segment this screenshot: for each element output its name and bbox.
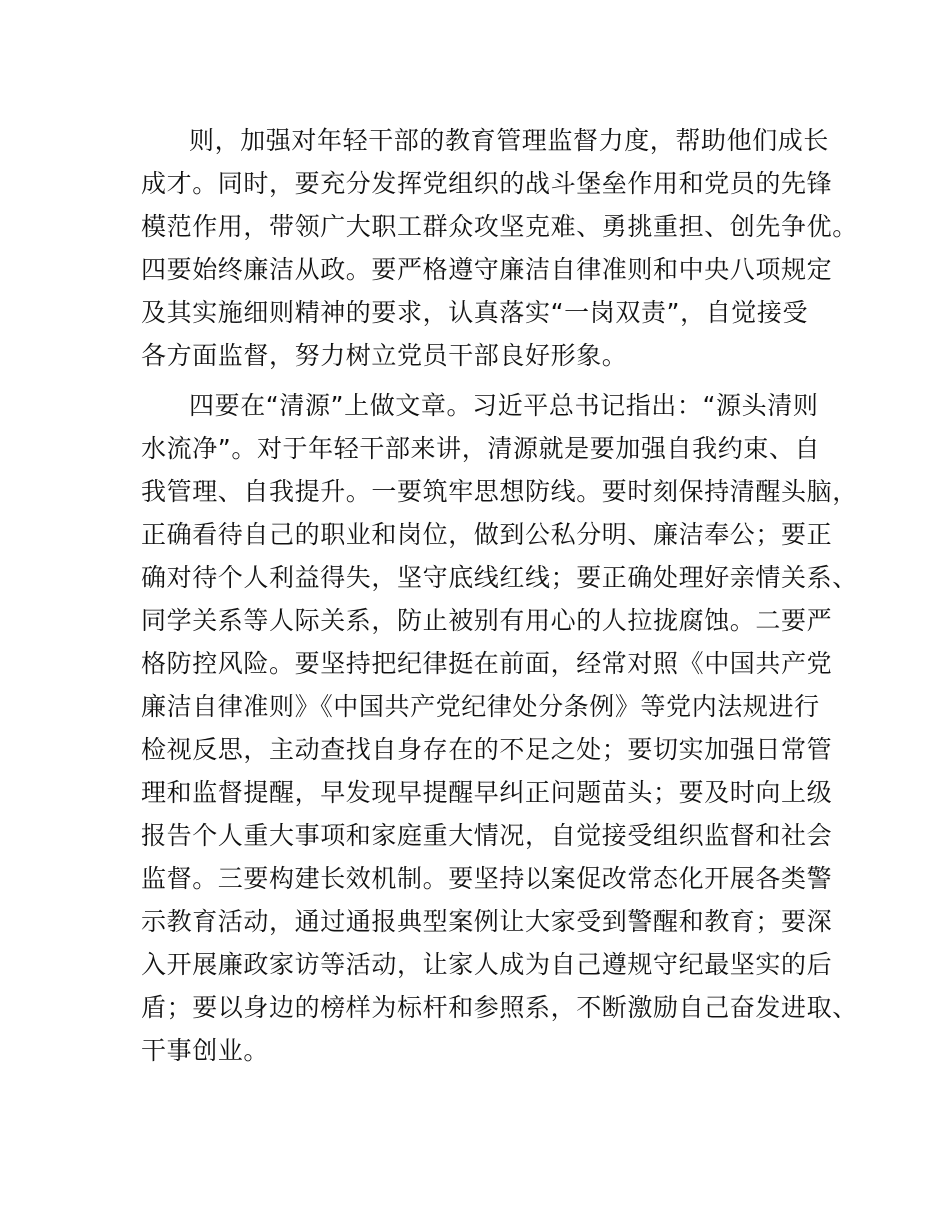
paragraph-clean-source: [141, 384, 858, 1072]
text-line: 示教育活动，通过通报典型案例让大家受到警醒和教育；要深: [141, 907, 833, 936]
text-line: 我管理、自我提升。一要筑牢思想防线。要时刻保持清醒头脑，: [141, 477, 858, 506]
text-line: 同学关系等人际关系，防止被别有用心的人拉拢腐蚀。二要严: [141, 606, 833, 635]
document-body: [141, 119, 858, 1072]
text-line: 检视反思，主动查找自身存在的不足之处；要切实加强日常管: [141, 735, 833, 764]
paragraph-continued: [141, 119, 858, 377]
text-line: 四要始终廉洁从政。要严格遵守廉洁自律准则和中央八项规定: [141, 255, 833, 284]
text-line: 报告个人重大事项和家庭重大情况，自觉接受组织监督和社会: [141, 821, 833, 850]
text-line: 监督。三要构建长效机制。要坚持以案促改常态化开展各类警: [141, 864, 833, 893]
text-line: 正确看待自己的职业和岗位，做到公私分明、廉洁奉公；要正: [141, 520, 833, 549]
text-line: 廉洁自律准则》《中国共产党纪律处分条例》等党内法规进行: [141, 692, 820, 721]
text-line: 水流净”。对于年轻干部来讲，清源就是要加强自我约束、自: [141, 434, 821, 463]
text-line: 理和监督提醒，早发现早提醒早纠正问题苗头；要及时向上级: [141, 778, 833, 807]
text-line: 模范作用，带领广大职工群众攻坚克难、勇挑重担、创先争优。: [141, 212, 858, 241]
text-line: 盾；要以身边的榜样为标杆和参照系，不断激励自己奋发进取、: [141, 993, 858, 1022]
text-line: 确对待个人利益得失，坚守底线红线；要正确处理好亲情关系、: [141, 563, 858, 592]
text-line: 入开展廉政家访等活动，让家人成为自己遵规守纪最坚实的后: [141, 950, 833, 979]
text-line: 各方面监督，努力树立党员干部良好形象。: [141, 341, 628, 370]
text-line: 干事创业。: [141, 1036, 270, 1065]
text-line: 成才。同时，要充分发挥党组织的战斗堡垒作用和党员的先锋: [141, 169, 833, 198]
text-line: 四要在“清源”上做文章。习近平总书记指出：“源头清则: [189, 391, 819, 420]
text-line: 格防控风险。要坚持把纪律挺在前面，经常对照《中国共产党: [141, 649, 833, 678]
text-line: 则，加强对年轻干部的教育管理监督力度，帮助他们成长: [189, 126, 830, 155]
text-line: 及其实施细则精神的要求，认真落实“一岗双责”，自觉接受: [141, 298, 809, 327]
